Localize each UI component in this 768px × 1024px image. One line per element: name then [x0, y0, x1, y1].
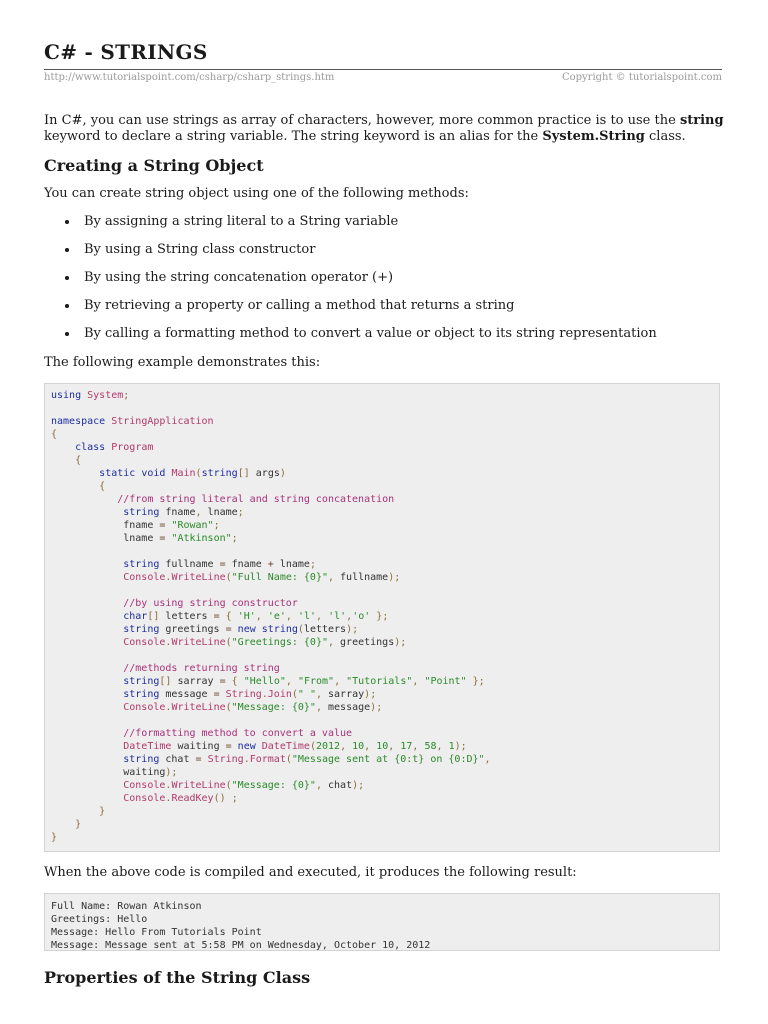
- bullet-icon: [65, 304, 69, 308]
- intro-bold-system-string: System.String: [542, 129, 645, 144]
- output-listing: Full Name: Rowan Atkinson Greetings: Hello Message: Hello From Tutorials Point Message: Message sent at 5:58 PM on Wednesday, October 10, 2012: [51, 901, 431, 951]
- list-item: [44, 298, 704, 326]
- source-url[interactable]: http://www.tutorialspoint.com/csharp/csharp_strings.htm: [44, 72, 335, 83]
- code-listing: using System; namespace StringApplication { class Program { static void Main(string[] args) { //from string literal and string concatenation string fname, lname; fname = "Rowan"; lname = "Atkinson"; string fullname = fname + lname; Console.WriteLine("Full Name: {0}", fullname); //by using string constructor char[] letters = { 'H', 'e', 'l', 'l','o' }; string greetings = new string(letters); Console.WriteLine("Greetings: {0}", greetings); //methods returning string string[] sarray = { "Hello", "From", "Tutorials", "Point" }; string message = String.Join(" ", sarray); Console.WriteLine("Message: {0}", message); //formatting method to convert a value DateTime waiting = new DateTime(2012, 10, 10, 17, 58, 1); string chat = String.Format("Message sent at {0:t} on {0:D}", waiting); Console.WriteLine("Message: {0}", chat); Console.ReadKey() ; } } }: [51, 390, 491, 843]
- list-item-text: By using a String class constructor: [84, 242, 316, 257]
- result-lead: When the above code is compiled and executed, it produces the following result:: [44, 865, 577, 880]
- methods-lead: You can create string object using one of the following methods:: [44, 186, 469, 201]
- intro-paragraph: [44, 113, 724, 145]
- intro-text-3: class.: [644, 129, 686, 144]
- list-item: [44, 214, 704, 242]
- list-item-text: By retrieving a property or calling a method that returns a string: [84, 298, 515, 313]
- title-rule: [44, 69, 722, 70]
- list-item: [44, 270, 704, 298]
- page-title: C# - STRINGS: [44, 40, 208, 64]
- code-block: [44, 383, 720, 852]
- methods-list: [44, 214, 704, 354]
- bullet-icon: [65, 220, 69, 224]
- bullet-icon: [65, 332, 69, 336]
- list-item-text: By using the string concatenation operator (+): [84, 270, 394, 285]
- bullet-icon: [65, 276, 69, 280]
- intro-text-2: keyword to declare a string variable. The string keyword is an alias for the: [44, 129, 543, 144]
- bullet-icon: [65, 248, 69, 252]
- intro-text-1: In C#, you can use strings as array of characters, however, more common practice is to use the: [44, 113, 680, 128]
- section-heading-creating: Creating a String Object: [44, 156, 264, 175]
- list-item-text: By assigning a string literal to a String variable: [84, 214, 399, 229]
- section-heading-properties: Properties of the String Class: [44, 968, 311, 987]
- intro-bold-string: string: [679, 113, 724, 128]
- example-lead: The following example demonstrates this:: [44, 355, 321, 370]
- copyright-notice: Copyright © tutorialspoint.com: [561, 72, 722, 83]
- list-item-text: By calling a formatting method to convert a value or object to its string representation: [84, 326, 657, 341]
- output-block: [44, 893, 720, 951]
- list-item: [44, 326, 704, 354]
- list-item: [44, 242, 704, 270]
